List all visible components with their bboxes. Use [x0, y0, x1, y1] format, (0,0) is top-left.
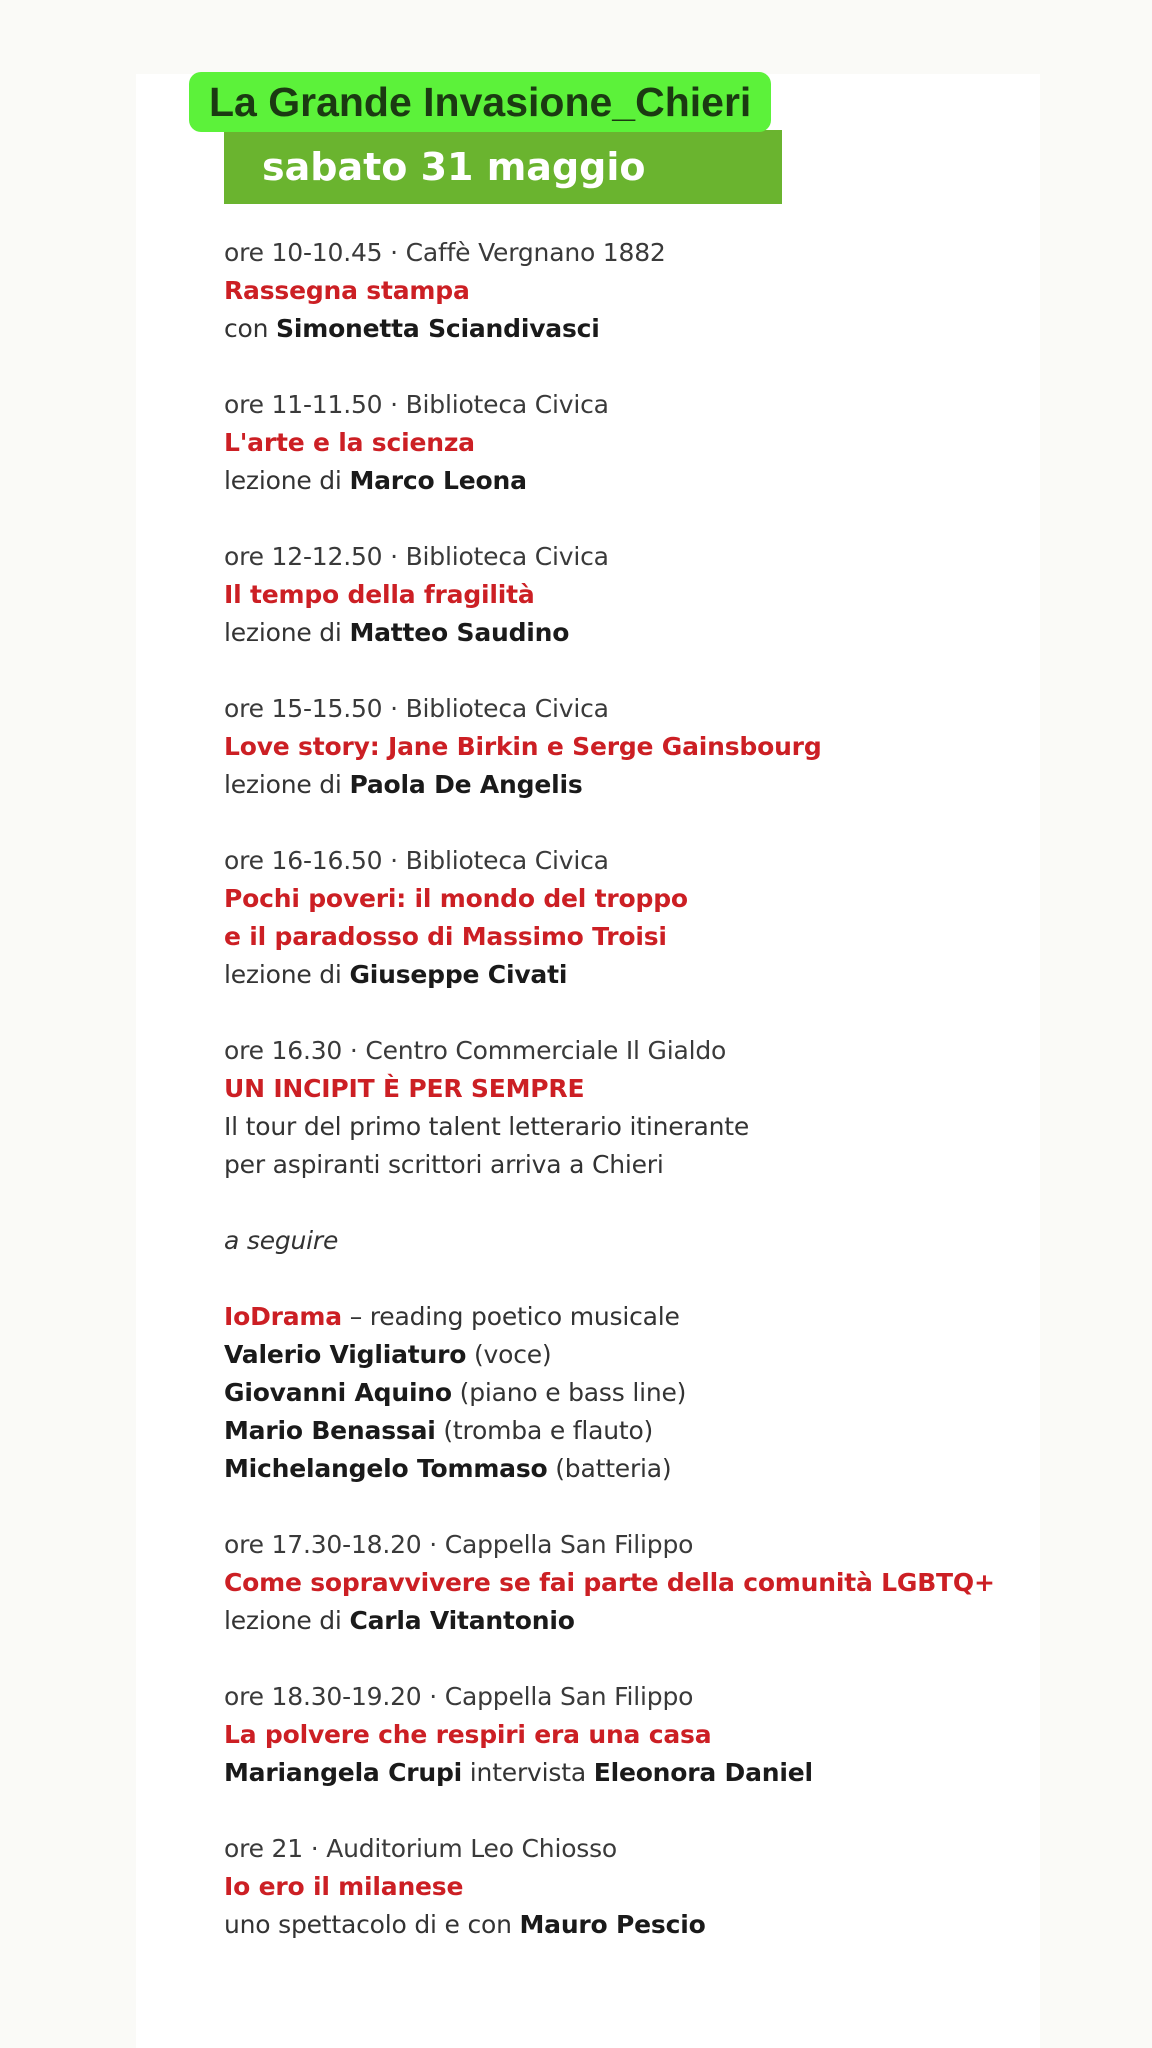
event-item	[224, 234, 1034, 348]
performer-role: (voce)	[466, 1340, 552, 1369]
event-item	[224, 1032, 1034, 1184]
speaker-name: Matteo Saudino	[349, 618, 570, 647]
performer-line	[224, 1336, 1034, 1374]
event-item	[224, 1830, 1034, 1944]
event-title: Love story: Jane Birkin e Serge Gainsbourg	[224, 732, 822, 761]
performer-name: Michelangelo Tommaso	[224, 1454, 548, 1483]
event-title-line-2: e il paradosso di Massimo Troisi	[224, 922, 667, 951]
speaker-name: Mauro Pescio	[519, 1910, 706, 1939]
event-credit	[224, 1754, 1034, 1792]
follow-note	[224, 1222, 1034, 1260]
credit-prefix: lezione di	[224, 466, 350, 495]
event-time-place: ore 21 · Auditorium Leo Chiosso	[224, 1834, 618, 1863]
event-time-place: ore 11-11.50 · Biblioteca Civica	[224, 390, 609, 419]
event-title: Rassegna stampa	[224, 276, 470, 305]
event-item	[224, 1298, 1034, 1488]
event-item	[224, 1526, 1034, 1640]
event-time-place: ore 10-10.45 · Caffè Vergnano 1882	[224, 238, 666, 267]
event-title: Io ero il milanese	[224, 1872, 464, 1901]
event-time-place: ore 17.30-18.20 · Cappella San Filippo	[224, 1530, 694, 1559]
performer-role: (batteria)	[547, 1454, 672, 1483]
event-credit	[224, 956, 1034, 994]
event-title: UN INCIPIT È PER SEMPRE	[224, 1074, 585, 1103]
performer-name: Mario Benassai	[224, 1416, 436, 1445]
performer-line	[224, 1412, 1034, 1450]
event-title: Come sopravvivere se fai parte della comunità LGBTQ+	[224, 1568, 995, 1597]
performer-role: (piano e bass line)	[451, 1378, 687, 1407]
event-item	[224, 1678, 1034, 1792]
event-credit	[224, 310, 1034, 348]
event-credit	[224, 462, 1034, 500]
credit-prefix: uno spettacolo di e con	[224, 1910, 520, 1939]
event-title: L'arte e la scienza	[224, 428, 475, 457]
credit-prefix: con	[224, 314, 277, 343]
performer-name: Giovanni Aquino	[224, 1378, 452, 1407]
event-credit	[224, 1906, 1034, 1944]
credit-prefix: lezione di	[224, 960, 350, 989]
event-title: IoDrama	[224, 1302, 342, 1331]
event-title-line-1: Pochi poveri: il mondo del troppo	[224, 884, 688, 913]
speaker-name: Marco Leona	[349, 466, 527, 495]
event-credit	[224, 614, 1034, 652]
speaker-name: Giuseppe Civati	[349, 960, 568, 989]
follow-label: a seguire	[224, 1226, 339, 1255]
event-description-line-1: Il tour del primo talent letterario itinerante	[224, 1112, 750, 1141]
event-time-place: ore 15-15.50 · Biblioteca Civica	[224, 694, 609, 723]
speaker-name: Simonetta Sciandivasci	[276, 314, 600, 343]
event-title: Il tempo della fragilità	[224, 580, 535, 609]
location-sticker: La Grande Invasione_Chieri	[189, 72, 771, 132]
credit-prefix: lezione di	[224, 1606, 350, 1635]
credit-prefix: lezione di	[224, 618, 350, 647]
event-time-place: ore 12-12.50 · Biblioteca Civica	[224, 542, 609, 571]
performer-role: (tromba e flauto)	[435, 1416, 654, 1445]
event-time-place: ore 16-16.50 · Biblioteca Civica	[224, 846, 609, 875]
interviewer-name: Eleonora Daniel	[593, 1758, 813, 1787]
event-item	[224, 690, 1034, 804]
event-item	[224, 386, 1034, 500]
performer-line	[224, 1450, 1034, 1488]
event-heading	[224, 1298, 1034, 1336]
event-description-line-2: per aspiranti scrittori arriva a Chieri	[224, 1150, 664, 1179]
speaker-name: Mariangela Crupi	[224, 1758, 463, 1787]
performer-name: Valerio Vigliaturo	[224, 1340, 467, 1369]
event-program	[224, 234, 1034, 1982]
event-time-place: ore 16.30 · Centro Commerciale Il Gialdo	[224, 1036, 727, 1065]
speaker-name: Carla Vitantonio	[349, 1606, 575, 1635]
event-credit	[224, 1602, 1034, 1640]
speaker-name: Paola De Angelis	[349, 770, 583, 799]
date-banner: sabato 31 maggio	[224, 130, 782, 204]
event-item	[224, 842, 1034, 994]
event-time-place: ore 18.30-19.20 · Cappella San Filippo	[224, 1682, 694, 1711]
credit-connector: intervista	[462, 1758, 594, 1787]
event-item	[224, 538, 1034, 652]
performer-line	[224, 1374, 1034, 1412]
event-subtitle: – reading poetico musicale	[341, 1302, 680, 1331]
credit-prefix: lezione di	[224, 770, 350, 799]
event-title: La polvere che respiri era una casa	[224, 1720, 712, 1749]
event-credit	[224, 766, 1034, 804]
